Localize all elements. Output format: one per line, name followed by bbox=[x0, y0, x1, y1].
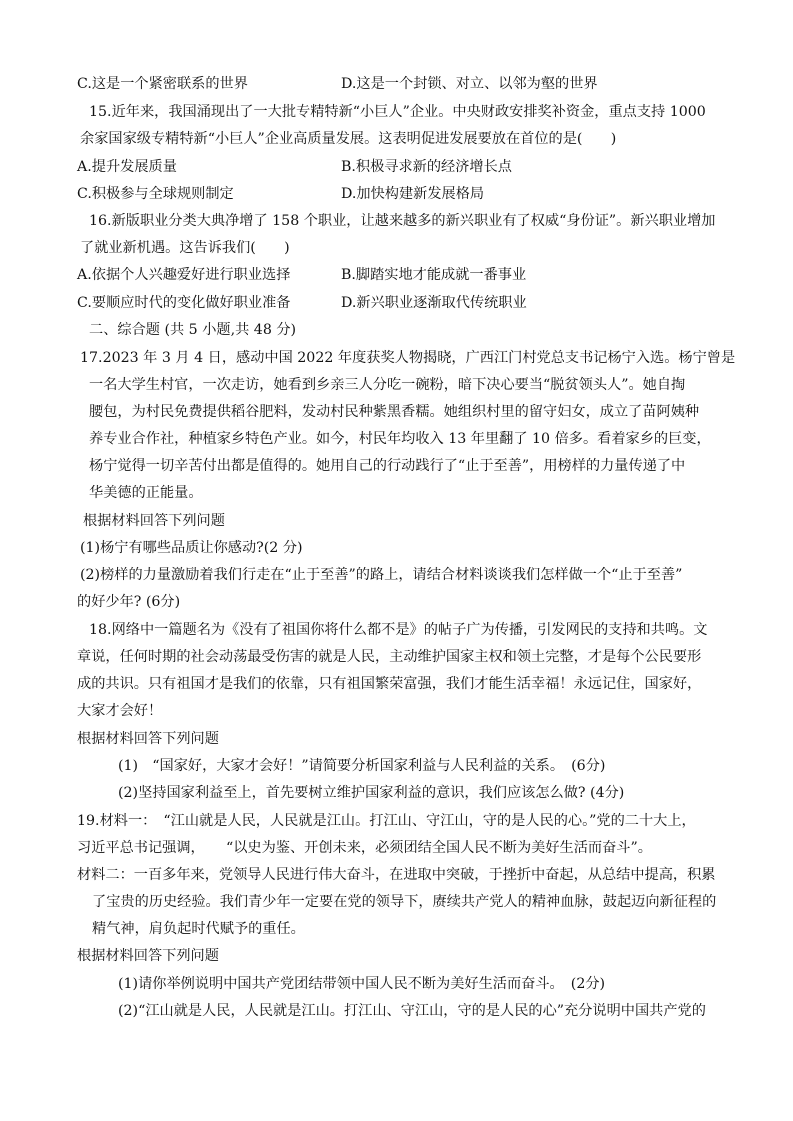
q17-line: 一名大学生村官，一次走访，她看到乡亲三人分吃一碗粉，暗下决心要当“脱贫领头人”。她自掏 bbox=[89, 377, 686, 393]
q19-material1-line2: 习近平总书记强调， “以史为鉴、开创未来，必须团结全国人民不断为美好生活而奋斗”。 bbox=[77, 840, 652, 856]
q16-option-b: B.脚踏实地才能成就一番事业 bbox=[341, 267, 527, 283]
q14-option-d: D.这是一个封锁、对立、以邻为壑的世界 bbox=[341, 76, 598, 92]
q17-line: 腰包，为村民免费提供稻谷肥料，发动村民种紫黑香糯。她组织村里的留守妇女，成立了苗阿姨种 bbox=[89, 404, 700, 420]
q19-material1-line1: 19.材料一： “江山就是人民，人民就是江山。打江山、守江山，守的是人民的心。”党的二十大上， bbox=[77, 813, 696, 829]
q15-option-b: B.积极寻求新的经济增长点 bbox=[341, 159, 512, 175]
q15-option-a: A.提升发展质量 bbox=[77, 159, 177, 175]
q17-prompt: 根据材料回答下列问题 bbox=[83, 513, 225, 529]
section-title: 二、综合题 (共 5 小题,共 48 分) bbox=[89, 322, 297, 338]
q19-material2-line3: 精气神，肩负起时代赋予的重任。 bbox=[92, 921, 305, 937]
q15-option-d: D.加快构建新发展格局 bbox=[341, 186, 485, 202]
q18-line: 成的共识。只有祖国才是我们的依靠，只有祖国繁荣富强，我们才能生活幸福！永远记住，国家好， bbox=[77, 676, 702, 692]
q19-material2-line1: 材料二：一百多年来，党领导人民进行伟大奋斗，在进取中突破，于挫折中奋起，从总结中提高，积累 bbox=[77, 867, 716, 883]
q16-option-c: C.要顺应时代的变化做好职业准备 bbox=[77, 295, 291, 311]
q16-stem-line1: 16.新版职业分类大典净增了 158 个职业，让越来越多的新兴职业有了权威“身份证”。新兴职业增加 bbox=[89, 213, 716, 229]
q18-sub1: (1) “国家好，大家才会好！”请简要分析国家利益与人民利益的关系。 (6分) bbox=[118, 758, 606, 774]
q16-stem-line2: 了就业新机遇。这告诉我们( ) bbox=[80, 240, 290, 256]
q16-option-a: A.依据个人兴趣爱好进行职业选择 bbox=[77, 267, 291, 283]
q17-sub1: (1)杨宁有哪些品质让你感动?(2 分) bbox=[80, 540, 303, 556]
q19-sub2: (2)“江山就是人民，人民就是江山。打江山、守江山，守的是人民的心”充分说明中国共产党的 bbox=[118, 1003, 706, 1019]
q18-line: 18.网络中一篇题名为《没有了祖国你将什么都不是》的帖子广为传播，引发网民的支持和共鸣。文 bbox=[89, 622, 708, 638]
q18-prompt: 根据材料回答下列问题 bbox=[77, 731, 219, 747]
q17-line: 华美德的正能量。 bbox=[89, 485, 203, 501]
q15-stem-line2: 余家国家级专精特新“小巨人”企业高质量发展。这表明促进发展要放在首位的是( ) bbox=[80, 131, 617, 147]
q19-material2-line2: 了宝贵的历史经验。我们青少年一定要在党的领导下，赓续共产党人的精神血脉，鼓起迈向新征程的 bbox=[92, 894, 717, 910]
q18-sub2: (2)坚持国家利益至上，首先要树立维护国家利益的意识，我们应该怎么做? (4分) bbox=[118, 785, 625, 801]
q18-line: 章说，任何时期的社会动荡最受伤害的就是人民，主动维护国家主权和领土完整，才是每个公民要形 bbox=[77, 649, 702, 665]
q17-line: 养专业合作社，种植家乡特色产业。如今，村民年均收入 13 年里翻了 10 倍多。看着家乡的巨变， bbox=[89, 431, 711, 447]
q17-line: 17.2023 年 3 月 4 日，感动中国 2022 年度获奖人物揭晓，广西江门村党总支书记杨宁入选。杨宁曾是 bbox=[80, 350, 736, 366]
q17-sub2-line2: 的好少年? (6分) bbox=[77, 594, 181, 610]
q18-line: 大家才会好！ bbox=[77, 703, 163, 719]
q14-option-c: C.这是一个紧密联系的世界 bbox=[77, 76, 248, 92]
q16-option-d: D.新兴职业逐渐取代传统职业 bbox=[341, 295, 527, 311]
q19-prompt: 根据材料回答下列问题 bbox=[77, 948, 219, 964]
q19-sub1: (1)请你举例说明中国共产党团结带领中国人民不断为美好生活而奋斗。 (2分) bbox=[118, 976, 606, 992]
q15-stem-line1: 15.近年来，我国涌现出了一大批专精特新“小巨人”企业。中央财政安排奖补资金，重点支持 1000 bbox=[89, 104, 706, 120]
q15-option-c: C.积极参与全球规则制定 bbox=[77, 186, 234, 202]
q17-sub2-line1: (2)榜样的力量激励着我们行走在“止于至善”的路上，请结合材料谈谈我们怎样做一个“止于至善” bbox=[80, 567, 683, 583]
q17-line: 杨宁觉得一切辛苦付出都是值得的。她用自己的行动践行了“止于至善”，用榜样的力量传递了中 bbox=[89, 458, 686, 474]
